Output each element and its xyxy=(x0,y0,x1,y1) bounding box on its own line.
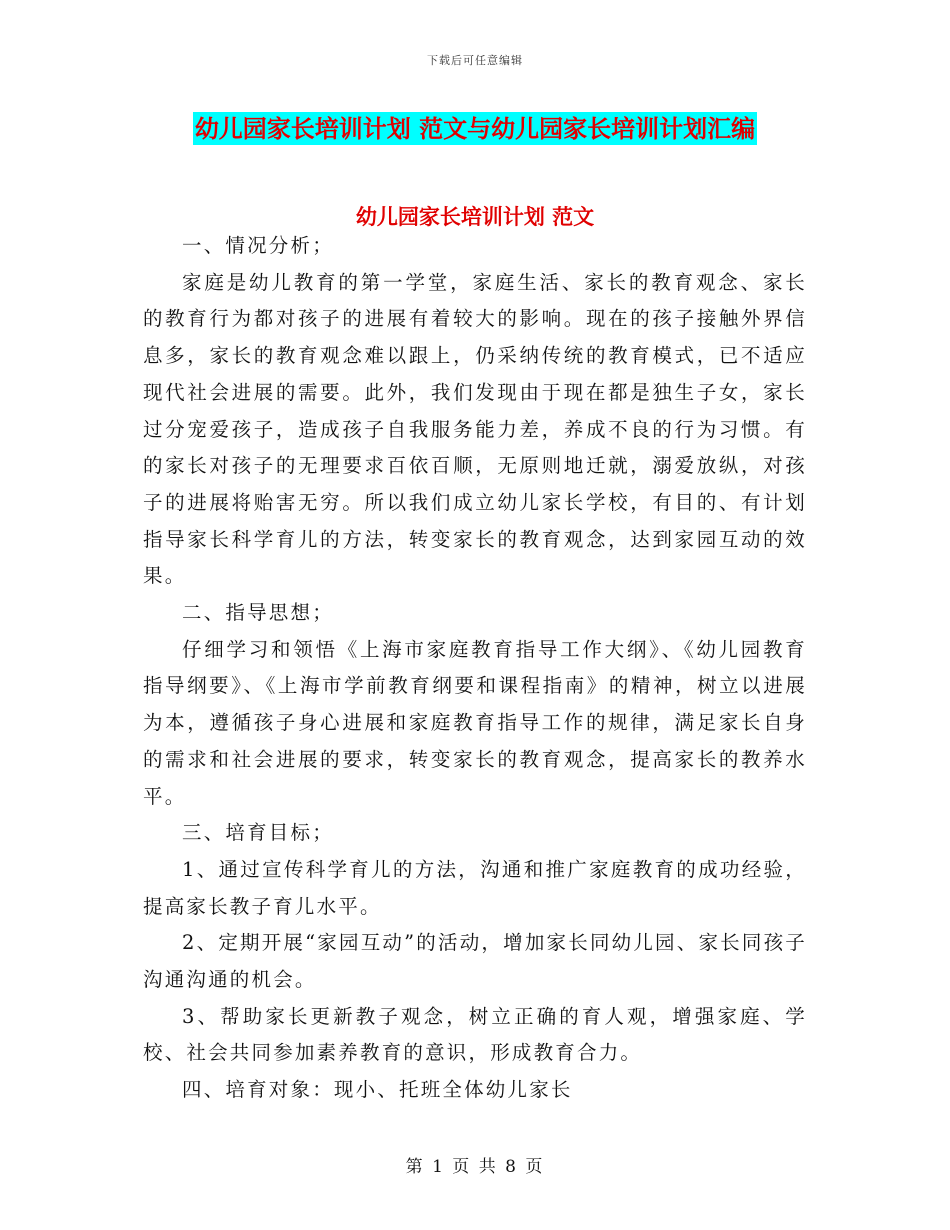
paragraph-goals-heading: 三、培育目标； xyxy=(182,821,334,845)
paragraph-situation-heading: 一、情况分析； xyxy=(182,234,334,257)
paragraph-goal-1: 1、通过宣传科学育儿的方法，沟通和推广家庭教育的成功经验，提高家长教子育儿水平。 xyxy=(143,857,807,918)
document-body xyxy=(143,228,807,1109)
paragraph-goal-2: 2、定期开展“家园互动”的活动，增加家长同幼儿园、家长同孩子沟通沟通的机会。 xyxy=(143,931,807,992)
section-title: 幼儿园家长培训计划 范文 xyxy=(355,204,595,229)
document-title-container xyxy=(0,112,950,145)
paragraph-guiding-body: 仔细学习和领悟《上海市家庭教育指导工作大纲》、《幼儿园教育指导纲要》、《上海市学前教育纲要和课程指南》的精神，树立以进展为本，遵循孩子身心进展和家庭教育指导工作的规律，满足家长自身的需求和社会进展的要求，转变家长的教育观念，提高家长的教养水平。 xyxy=(143,637,807,808)
document-title: 幼儿园家长培训计划 范文与幼儿园家长培训计划汇编 xyxy=(194,114,756,143)
paragraph-target-audience: 四、培育对象：现小、托班全体幼儿家长 xyxy=(182,1078,573,1102)
page-header: 下载后可任意编辑 xyxy=(427,54,523,67)
page-footer: 第 1 页 共 8 页 xyxy=(405,1157,545,1177)
paragraph-goal-3: 3、帮助家长更新教子观念，树立正确的育人观，增强家庭、学校、社会共同参加素养教育的意识，形成教育合力。 xyxy=(143,1004,807,1065)
paragraph-guiding-heading: 二、指导思想； xyxy=(182,601,334,625)
paragraph-situation-body: 家庭是幼儿教育的第一学堂，家庭生活、家长的教育观念、家长的教育行为都对孩子的进展有着较大的影响。现在的孩子接触外界信息多，家长的教育观念难以跟上，仍采纳传统的教育模式，已不适应现代社会进展的需要。此外，我们发现由于现在都是独生子女，家长过分宠爱孩子，造成孩子自我服务能力差，养成不良的行为习惯。有的家长对孩子的无理要求百依百顺，无原则地迁就，溺爱放纵，对孩子的进展将贻害无穷。所以我们成立幼儿家长学校，有目的、有计划指导家长科学育儿的方法，转变家长的教育观念，达到家园互动的效果。 xyxy=(143,270,807,588)
